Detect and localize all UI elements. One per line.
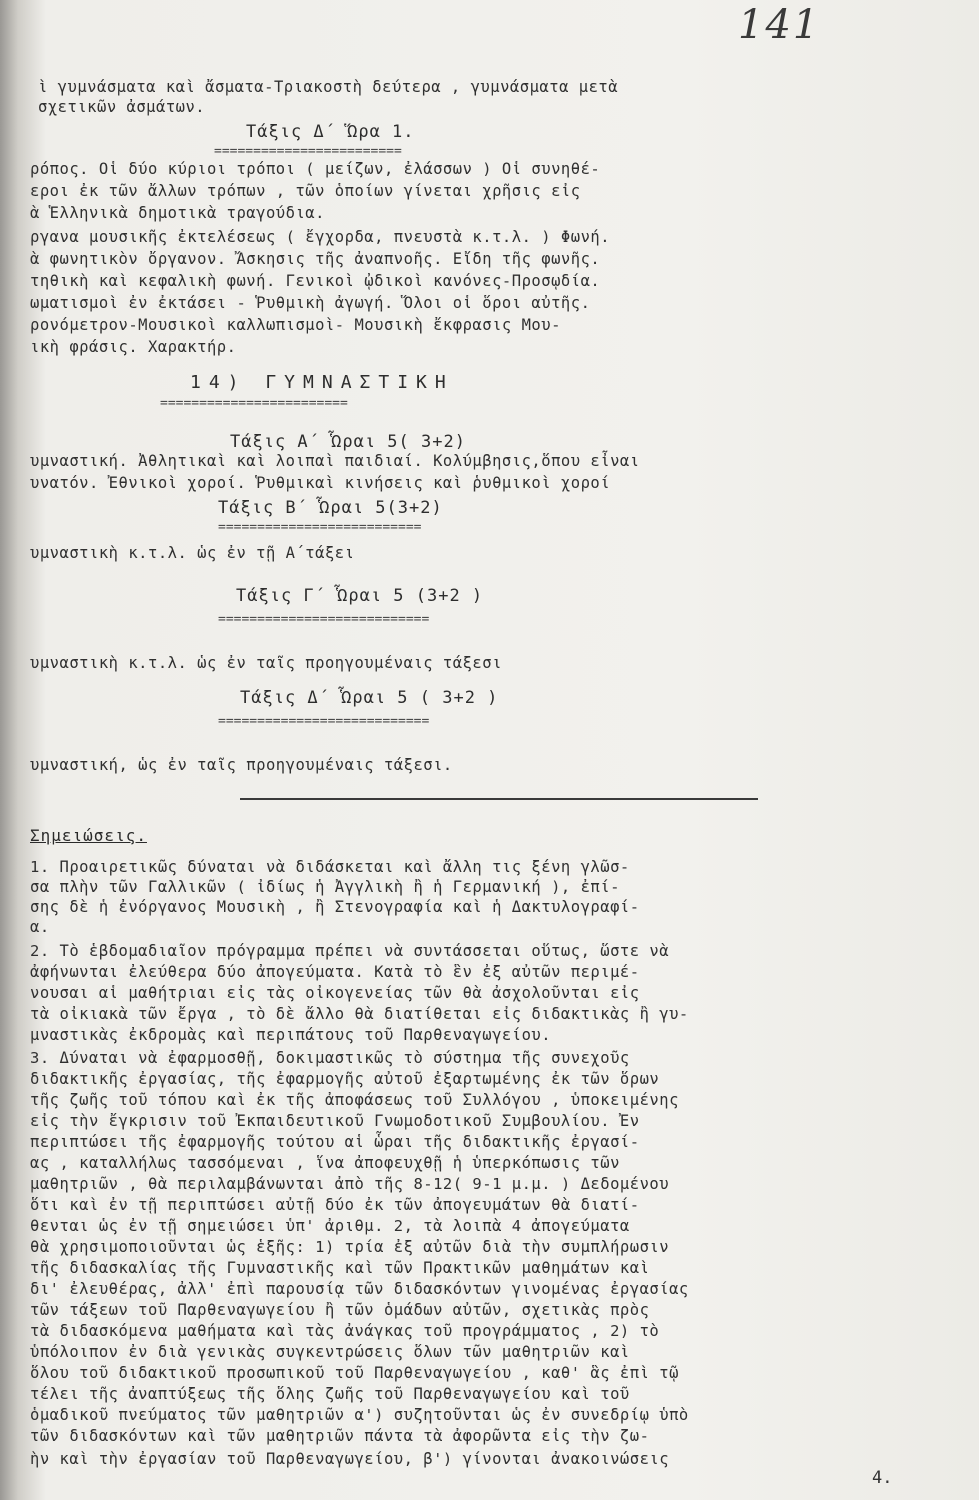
music-line-6: τηθικὴ καὶ κεφαλικὴ φωνή. Γενικοὶ ᾠδικοὶ κανόνες-Προσῳδία. bbox=[30, 272, 601, 290]
music-line-8: ρονόμετρον-Μουσικοὶ καλλωπισμοὶ- Μουσικὴ ἔκφρασις Μου- bbox=[30, 316, 561, 334]
note-line-20: τῆς διδασκαλίας τῆς Γυμναστικῆς καὶ τῶν Πρακτικῶν μαθημάτων καὶ bbox=[30, 1259, 650, 1277]
gymnastics-title: 14) ΓΥΜΝΑΣΤΙΚΗ bbox=[190, 372, 454, 393]
note-line-18: θενται ὡς ἐν τῇ σημειώσει ὑπ' ἀριθμ. 2, τὰ λοιπὰ 4 ἀπογεύματα bbox=[30, 1217, 630, 1235]
note-line-21: δι' ἐλευθέρας, ἀλλ' ἐπὶ παρουσίᾳ τῶν διδασκόντων γινομένας ἐργασίας bbox=[30, 1280, 689, 1298]
music-class-d-rule: ======================== bbox=[214, 144, 402, 159]
gymnastics-class-d-rule: =========================== bbox=[218, 714, 430, 729]
music-class-d-heading: Τάξις Δ΄ Ὥρα 1. bbox=[246, 122, 415, 142]
gymnastics-class-b-rule: ========================== bbox=[218, 520, 422, 535]
note-line-13: εἰς τὴν ἔγκρισιν τοῦ Ἐκπαιδευτικοῦ Γνωμοδοτικοῦ Συμβουλίου. Ἐν bbox=[30, 1112, 640, 1130]
music-line-2: εροι ἐκ τῶν ἄλλων τρόπων , τῶν ὁποίων γίνεται χρῆσις εἰς bbox=[30, 182, 581, 200]
note-line-29: ὴν καὶ τὴν ἐργασίαν τοῦ Παρθεναγωγείου, β') γίνονται ἀνακοινώσεις bbox=[30, 1450, 670, 1468]
gymnastics-class-c-line: υμναστικὴ κ.τ.λ. ὡς ἐν ταῖς προηγουμέναις τάξεσι bbox=[30, 654, 502, 672]
note-line-17: ὅτι καὶ ἐν τῇ περιπτώσει αὐτῇ δύο ἐκ τῶν ἀπογευμάτων θὰ διατί- bbox=[30, 1196, 640, 1214]
gymnastics-class-d-line: υμναστική, ὡς ἐν ταῖς προηγουμέναις τάξεσι. bbox=[30, 756, 453, 774]
note-line-9: μναστικὰς ἐκδρομὰς καὶ περιπάτους τοῦ Παρθεναγωγείου. bbox=[30, 1026, 552, 1044]
note-line-6: ἀφήνωνται ἐλεύθερα δύο ἀπογεύματα. Κατὰ τὸ ἓν ἐξ αὐτῶν περιμέ- bbox=[30, 963, 640, 981]
gymnastics-class-b-line: υμναστικὴ κ.τ.λ. ὡς ἐν τῇ Α΄τάξει bbox=[30, 544, 355, 562]
note-line-8: τὰ οἰκιακὰ τῶν ἔργα , τὸ δὲ ἄλλο θὰ διατίθεται εἰς διδακτικὰς ἢ γυ- bbox=[30, 1005, 689, 1023]
note-line-27: ὁμαδικοῦ πνεύματος τῶν μαθητριῶν α') συζητοῦνται ὡς ἐν συνεδρίῳ ὑπὸ bbox=[30, 1406, 689, 1424]
notes-title: Σημειώσεις. bbox=[30, 826, 147, 845]
note-line-26: τέλει τῆς ἀναπτύξεως τῆς ὅλης ζωῆς τοῦ Παρθεναγωγείου καὶ τοῦ bbox=[30, 1385, 630, 1403]
note-line-19: θὰ χρησιμοποιοῦνται ὡς ἑξῆς: 1) τρία ἐξ αὐτῶν διὰ τὴν συμπλήρωσιν bbox=[30, 1238, 670, 1256]
music-intro-line-2: σχετικῶν ἀσμάτων. bbox=[38, 98, 206, 116]
music-line-9: ικὴ φράσις. Χαρακτήρ. bbox=[30, 338, 237, 356]
note-line-28: τῶν διδασκόντων καὶ τῶν μαθητριῶν πάντα τὰ ἀφορῶντα εἰς τὴν ζω- bbox=[30, 1427, 650, 1445]
note-line-1: 1. Προαιρετικῶς δύναται νὰ διδάσκεται καὶ ἄλλη τις ξένη γλῶσ- bbox=[30, 858, 630, 876]
music-intro-line-1: ὶ γυμνάσματα καὶ ἄσματα-Τριακοστὴ δεύτερα , γυμνάσματα μετὰ bbox=[38, 78, 619, 96]
note-line-3: σης δὲ ἡ ἐνόργανος Μουσικὴ , ἢ Στενογραφία καὶ ἡ Δακτυλογραφί- bbox=[30, 898, 640, 916]
note-line-4: α. bbox=[30, 918, 50, 936]
gymnastics-class-a-line-2: υνατόν. Ἐθνικοὶ χοροί. Ῥυθμικαὶ κινήσεις καὶ ῥυθμικοὶ χοροί bbox=[30, 474, 611, 492]
note-line-12: τῆς ζωῆς τοῦ τόπου καὶ ἐκ τῆς ἀποφάσεως τοῦ Συλλόγου , ὑποκειμένης bbox=[30, 1091, 679, 1109]
gymnastics-class-c-rule: =========================== bbox=[218, 612, 430, 627]
music-line-7: ωματισμοὶ ἐν ἐκτάσει - Ῥυθμικὴ ἀγωγή. Ὅλοι οἱ ὅροι αὐτῆς. bbox=[30, 294, 591, 312]
gymnastics-class-a-line-1: υμναστική. Ἀθλητικαὶ καὶ λοιπαὶ παιδιαί. Κολύμβησις,ὅπου εἶναι bbox=[30, 452, 640, 470]
note-line-15: ας , καταλλήλως τασσόμεναι , ἵνα ἀποφευχθῇ ἡ ὑπερκόπωσις τῶν bbox=[30, 1154, 620, 1172]
note-line-2: σα πλὴν τῶν Γαλλικῶν ( ἰδίως ἡ Ἀγγλικὴ ἢ ἡ Γερμανική ), ἐπί- bbox=[30, 878, 620, 896]
page-number: 4. bbox=[872, 1468, 893, 1488]
note-line-24: ὑπόλοιπον ἐν διὰ γενικὰς συγκεντρώσεις ὅλων τῶν μαθητριῶν καὶ bbox=[30, 1343, 630, 1361]
archive-number: 141 bbox=[738, 2, 821, 48]
gymnastics-class-c-heading: Τάξις Γ΄ Ὧραι 5 (3+2 ) bbox=[236, 586, 484, 606]
note-line-23: τὰ διδασκόμενα μαθήματα καὶ τὰς ἀνάγκας τοῦ προγράμματος , 2) τὸ bbox=[30, 1322, 660, 1340]
note-line-5: 2. Τὸ ἑβδομαδιαῖον πρόγραμμα πρέπει νὰ συντάσσεται οὕτως, ὥστε νὰ bbox=[30, 942, 670, 960]
gymnastics-class-d-heading: Τάξις Δ΄ Ὧραι 5 ( 3+2 ) bbox=[240, 688, 499, 708]
gymnastics-title-rule: ======================== bbox=[160, 396, 348, 411]
section-divider bbox=[240, 798, 758, 800]
music-line-1: ρόπος. Οἱ δύο κύριοι τρόποι ( μείζων, ἐλάσσων ) Οἱ συνηθέ- bbox=[30, 160, 601, 178]
music-line-4: ργανα μουσικῆς ἐκτελέσεως ( ἔγχορδα, πνευστὰ κ.τ.λ. ) Φωνή. bbox=[30, 228, 611, 246]
gymnastics-class-a-heading: Τάξις Α΄ Ὧραι 5( 3+2) bbox=[230, 432, 466, 452]
gymnastics-class-b-heading: Τάξις Β΄ Ὧραι 5(3+2) bbox=[218, 498, 443, 518]
note-line-14: περιπτώσει τῆς ἐφαρμογῆς τούτου αἱ ὧραι τῆς διδακτικῆς ἐργασί- bbox=[30, 1133, 640, 1151]
note-line-25: ὅλου τοῦ διδακτικοῦ προσωπικοῦ τοῦ Παρθεναγωγείου , καθ' ἃς ἐπὶ τῷ bbox=[30, 1364, 679, 1382]
note-line-16: μαθητριῶν , θὰ περιλαμβάνωνται ἀπὸ τῆς 8-12( 9-1 μ.μ. ) Δεδομένου bbox=[30, 1175, 670, 1193]
note-line-10: 3. Δύναται νὰ ἐφαρμοσθῇ, δοκιμαστικῶς τὸ σύστημα τῆς συνεχοῦς bbox=[30, 1049, 630, 1067]
music-line-3: ὰ Ἑλληνικὰ δημοτικὰ τραγούδια. bbox=[30, 204, 325, 222]
note-line-7: νουσαι αἱ μαθήτριαι εἰς τὰς οἰκογενείας τῶν θὰ ἀσχολοῦνται εἰς bbox=[30, 984, 640, 1002]
note-line-22: τῶν τάξεων τοῦ Παρθεναγωγείου ἢ τῶν ὁμάδων αὐτῶν, σχετικὰς πρὸς bbox=[30, 1301, 650, 1319]
music-line-5: ὰ φωνητικὸν ὄργανον. Ἄσκησις τῆς ἀναπνοῆς. Εἴδη τῆς φωνῆς. bbox=[30, 250, 601, 268]
note-line-11: διδακτικῆς ἐργασίας, τῆς ἐφαρμογῆς αὐτοῦ ἐξαρτωμένης ἐκ τῶν ὅρων bbox=[30, 1070, 660, 1088]
